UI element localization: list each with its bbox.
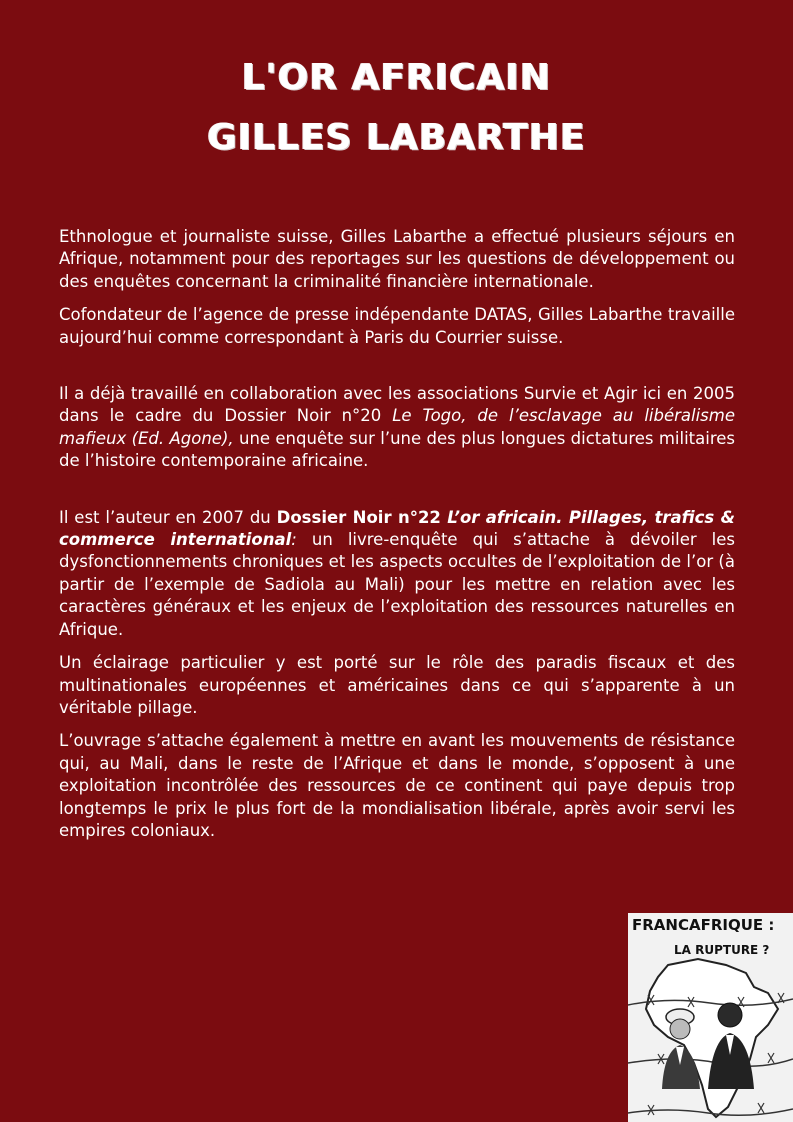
- dossier-label: Dossier Noir n°22: [276, 507, 448, 527]
- paragraph-togo: [59, 383, 735, 473]
- cover-subtitle: LA RUPTURE ?: [674, 943, 770, 957]
- paragraph-togo-text-a: Il a déjà travaillé en collaboration avec les associations Survie et Agir ici en 2005 dans le cadre du Dossier Noir n°20: [59, 384, 735, 426]
- paragraph-agency: Cofondateur de l’agence de presse indépendante DATAS, Gilles Labarthe travaille aujourd’hui comme correspondant à Paris du Courrier suisse.: [59, 305, 735, 347]
- book-cover-image: [628, 913, 793, 1122]
- body-text: [59, 226, 735, 853]
- title-block: [0, 48, 793, 168]
- colon: :: [291, 530, 297, 550]
- book-title-or: L’or africain. Pillages, trafics & commerce international: [59, 507, 735, 550]
- paragraph-or-africain: [59, 507, 735, 641]
- paragraph-resistance: L’ouvrage s’attache également à mettre en avant les mouvements de résistance qui, au Mali, dans le reste de l’Afrique et dans le monde, s’opposent à une exploitation incontrôlée des ressources de ce continent qui paye depuis trop longtemps le prix le plus fort de la mondialisation libérale, après avoir servi les empires coloniaux.: [59, 731, 735, 840]
- paragraph-paradis: Un éclairage particulier y est porté sur le rôle des paradis fiscaux et des multinationales européennes et américaines dans ce qui s’apparente à un véritable pillage.: [59, 653, 735, 717]
- paragraph-or-text-b: un livre-enquête qui s’attache à dévoiler les dysfonctionnements chroniques et les aspects occultes de l’exploitation de l’or (à partir de l’exemple de Sadiola au Mali) pour les mettre en relation avec les caractères généraux et les enjeux de l’exploitation des ressources naturelles en Afrique.: [59, 530, 735, 639]
- paragraph-bio: Ethnologue et journaliste suisse, Gilles Labarthe a effectué plusieurs séjours en Afrique, notamment pour des reportages sur les questions de développement ou des enquêtes concernant la criminalité financière internationale.: [59, 227, 735, 291]
- page-title: L'OR AFRICAIN: [241, 57, 552, 98]
- author-name: GILLES LABARTHE: [207, 117, 586, 158]
- paragraph-togo-text-b: une enquête sur l’une des plus longues dictatures militaires de l’histoire contemporaine africaine.: [59, 428, 735, 471]
- book-title-togo: Le Togo, de l’esclavage au libéralisme mafieux (Ed. Agone),: [59, 406, 736, 448]
- paragraph-or-text-a: Il est l’auteur en 2007 du: [59, 507, 277, 527]
- cover-title: FRANCAFRIQUE :: [632, 916, 775, 934]
